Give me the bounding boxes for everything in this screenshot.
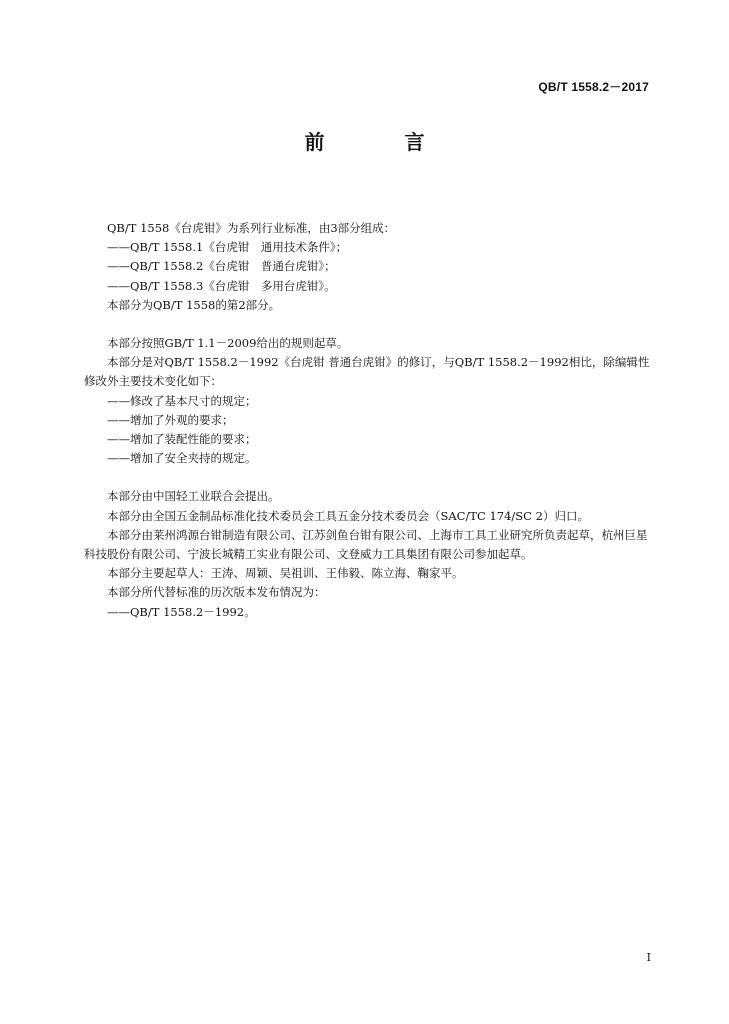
- paragraph-drafters: 本部分主要起草人：王涛、周颖、吴祖训、王伟毅、陈立海、鞠家平。: [107, 566, 464, 581]
- list-item-part2: ——QB/T 1558.2《台虎钳 普通台虎钳》；: [107, 259, 336, 274]
- paragraph-gap: [84, 315, 658, 334]
- list-item-history-1: ——QB/T 1558.2－1992。: [107, 604, 256, 619]
- list-item-change-4: ——增加了安全夹持的规定。: [107, 451, 257, 466]
- paragraph-series-intro: QB/T 1558《台虎钳》为系列行业标准，由3部分组成：: [107, 221, 396, 235]
- page-number: I: [646, 951, 651, 964]
- paragraph-gap: [84, 468, 658, 487]
- list-item-change-1: ——修改了基本尺寸的规定；: [107, 393, 257, 408]
- paragraph-proposer: 本部分由中国轻工业联合会提出。: [107, 489, 280, 504]
- page-title: 前 言: [304, 130, 455, 154]
- standard-code-header: QB/T 1558.2－2017: [538, 80, 649, 94]
- paragraph-this-part: 本部分为QB/T 1558的第2部分。: [107, 297, 281, 312]
- paragraph-committee: 本部分由全国五金制品标准化技术委员会工具五金分技术委员会（SAC/TC 174/SC 2）归口。: [107, 508, 589, 523]
- paragraph-drafting-units: 本部分由莱州鸿源台钳制造有限公司、江苏剑鱼台钳有限公司、上海市工具工业研究所负责起草，杭州巨星科技股份有限公司、宁波长城精工实业有限公司、文登威力工具集团有限公司参加起草。: [84, 527, 648, 562]
- foreword-body: [84, 219, 658, 622]
- paragraph-drafting-rules: 本部分按照GB/T 1.1－2009给出的规则起草。: [107, 336, 349, 351]
- paragraph-revision: 本部分是对QB/T 1558.2－1992《台虎钳 普通台虎钳》的修订，与QB/T 1558.2－1992相比，除编辑性修改外主要技术变化如下：: [84, 355, 650, 389]
- list-item-change-3: ——增加了装配性能的要求；: [107, 432, 257, 447]
- paragraph-history: 本部分所代替标准的历次版本发布情况为：: [107, 585, 326, 600]
- list-item-change-2: ——增加了外观的要求；: [107, 412, 234, 427]
- list-item-part1: ——QB/T 1558.1《台虎钳 通用技术条件》；: [107, 240, 348, 255]
- list-item-part3: ——QB/T 1558.3《台虎钳 多用台虎钳》。: [107, 278, 336, 293]
